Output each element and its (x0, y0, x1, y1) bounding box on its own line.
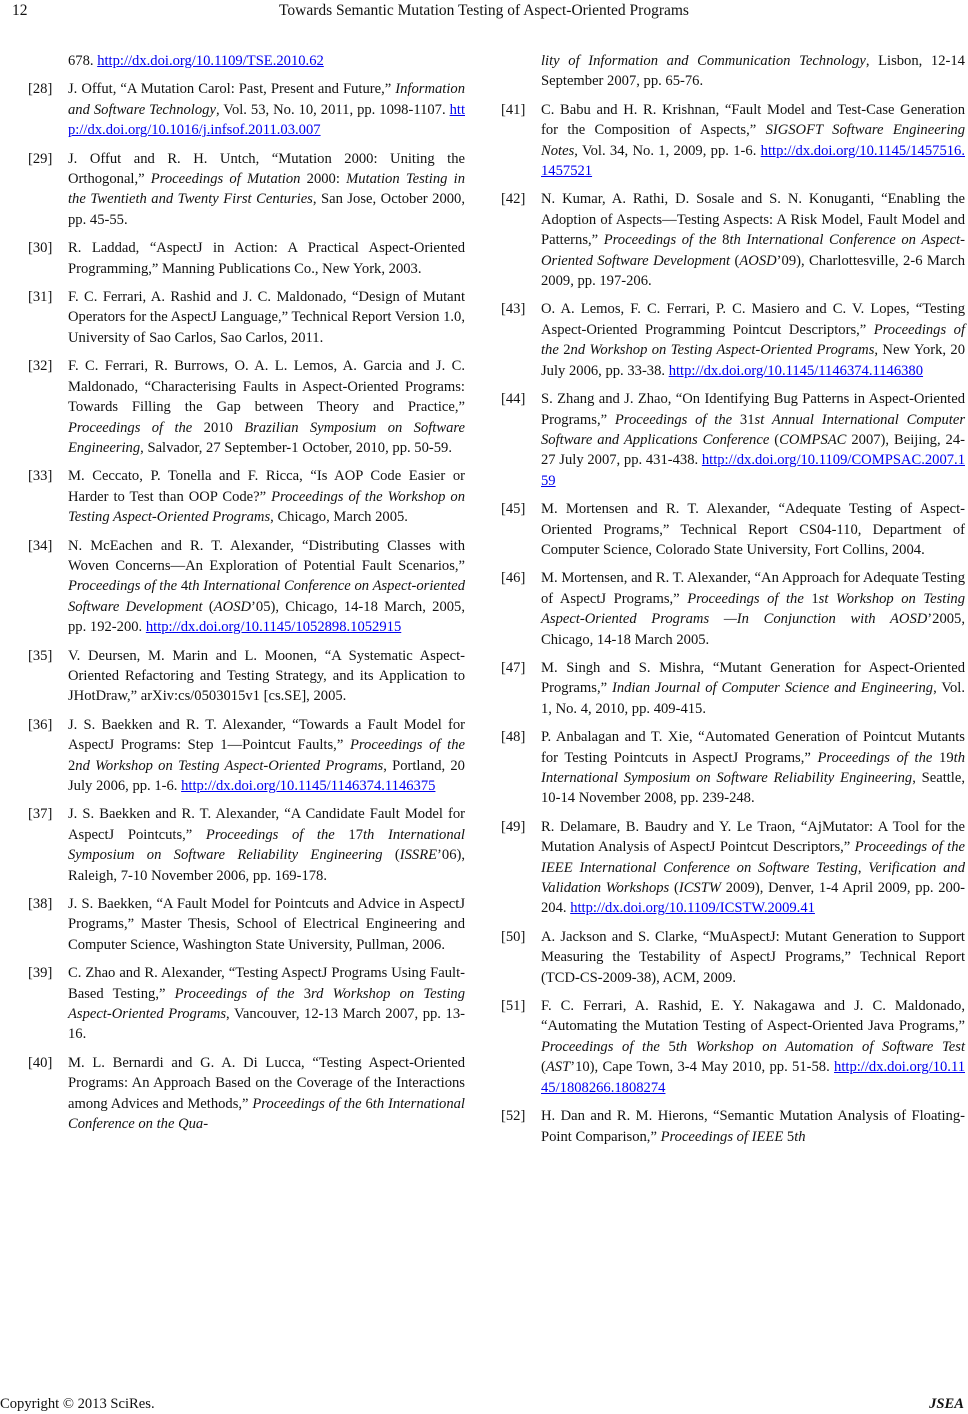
italic-text: ICSTW (678, 880, 721, 897)
reference-number: [50] (501, 928, 526, 945)
text: , Seattle, 10-14 November 2008, pp. 239-248. (541, 770, 965, 807)
text: , Chicago, March 2005. (270, 509, 408, 526)
text: 6 (361, 1095, 373, 1112)
reference-text (541, 499, 965, 560)
text: ( (730, 252, 740, 269)
reference-number: [30] (28, 240, 53, 257)
reference-item (28, 79, 465, 140)
reference-text (541, 658, 965, 719)
reference-number: [47] (501, 659, 526, 676)
text: 5 (783, 1128, 795, 1145)
running-title: Towards Semantic Mutation Testing of Aspect-Oriented Programs (279, 2, 689, 19)
text: 2 (558, 342, 571, 359)
reference-item (28, 894, 465, 955)
doi-link[interactable]: http://dx.doi.org/10.1109/ICSTW.2009.41 (570, 900, 815, 917)
text: ( (202, 598, 214, 615)
reference-number: [28] (28, 81, 53, 98)
reference-number: [34] (28, 537, 53, 554)
reference-item (28, 149, 465, 231)
text: ’09), Charlottesville, 2-6 March 2009, pp. 197-206. (541, 252, 965, 290)
text: S. Zhang and J. Zhao, “On Identifying Bug Patterns in Aspect-Oriented Programs,” (541, 391, 965, 428)
italic-text: AOSD (739, 252, 777, 269)
italic-text: COMPSAC (779, 431, 847, 448)
italic-text: Proceedings of the Workshop on Testing Aspect-Oriented Programs (68, 488, 465, 526)
text: R. Delamare, B. Baudry and Y. Le Traon, “AjMutator: A Tool for the Mutation Analysis of AspectJ Pointcut Descriptors,” (541, 818, 965, 856)
reference-text (68, 238, 465, 279)
text: 3 (294, 985, 311, 1002)
reference-item (28, 287, 465, 348)
reference-text (68, 894, 465, 955)
reference-text (541, 817, 965, 919)
text: N. Kumar, A. Rathi, D. Sosale and S. N. Konuganti, “Enabling the Adoption of Aspects—Testing Aspects: A Risk Model, Fault Model and Patterns,” (541, 191, 965, 249)
text: H. Dan and R. M. Hierons, “Semantic Mutation Analysis of Floating-Point Comparison,” (541, 1108, 965, 1145)
reference-number: [35] (28, 647, 53, 664)
text: F. C. Ferrari, R. Burrows, O. A. L. Lemos, A. Garcia and J. C. Maldonado, “Characterising Faults in Aspect-Oriented Programs: Towards Filling the Gap between Theory and Practice,” (68, 358, 465, 416)
italic-text: Proceedings of IEEE (660, 1128, 784, 1145)
italic-text: Indian Journal of Computer Science and Engineering (611, 680, 934, 697)
text: 19 (932, 749, 954, 766)
reference-number: [46] (501, 570, 526, 587)
reference-item (501, 389, 965, 491)
reference-item (28, 646, 465, 707)
italic-text: th International Conference on the Qua- (68, 1095, 465, 1133)
reference-text (68, 149, 465, 231)
reference-number: [51] (501, 998, 526, 1015)
reference-text (68, 79, 465, 140)
reference-text (541, 568, 965, 650)
text: M. Mortensen, and R. T. Alexander, “An Approach for Adequate Testing of AspectJ Programs,” (541, 570, 965, 607)
text: , Salvador, 27 September-1 October, 2010, pp. 50-59. (140, 439, 452, 456)
reference-item (28, 356, 465, 458)
text: ( (541, 1059, 546, 1076)
reference-text (68, 646, 465, 707)
reference-number: [40] (28, 1054, 53, 1071)
text: 1 (803, 590, 819, 607)
reference-item (501, 299, 965, 381)
text: M. Mortensen and R. T. Alexander, “Adequate Testing of Aspect-Oriented Programs,” Technical Report CS04-110, Department of Computer Science, Colorado State University, Fort Collins, 2004. (541, 501, 965, 558)
italic-text: Proceedings of the (350, 737, 465, 754)
reference-number: [44] (501, 391, 526, 408)
text: ’2005, Chicago, 14-18 March 2005. (541, 611, 965, 648)
text: 17 (334, 826, 363, 843)
text: M. Singh and S. Mishra, “Mutant Generation for Aspect-Oriented Programs,” (541, 659, 965, 697)
text: A. Jackson and S. Clarke, “MuAspectJ: Mutant Generation to Support Measuring the Testability of AspectJ Programs,” Technical Report (TCD-CS-2009-38), ACM, 2009. (541, 928, 965, 986)
italic-text: Proceedings of the (205, 826, 335, 843)
italic-text: th International Symposium on Software Reliability Engineering (541, 749, 965, 786)
text: ( (669, 880, 679, 897)
reference-text (68, 715, 465, 797)
text: 2010 (192, 419, 245, 436)
text: 2000: (300, 171, 347, 188)
reference-text (68, 804, 465, 886)
italic-text: Mutation Testing in the Twentieth and Twenty First Centuries (68, 171, 465, 208)
text: , Lisbon, 12-14 September 2007, pp. 65-76. (541, 53, 965, 90)
doi-link[interactable]: http://dx.doi.org/10.1145/1457516.1457521 (541, 142, 965, 180)
reference-item (501, 568, 965, 650)
reference-text (68, 287, 465, 348)
reference-text (68, 1053, 465, 1135)
text: , Vol. 1, No. 4, 2010, pp. 409-415. (541, 680, 965, 717)
doi-link[interactable]: http://dx.doi.org/10.1145/1146374.1146375 (181, 778, 436, 794)
text: R. Laddad, “AspectJ in Action: A Practical Aspect-Oriented Programming,” Manning Publications Co., New York, 2003. (68, 240, 465, 277)
doi-link[interactable]: http://dx.doi.org/10.1145/1146374.1146380 (668, 362, 924, 379)
text: ( (769, 431, 780, 448)
text: J. S. Baekken, “A Fault Model for Pointcuts and Advice in AspectJ Programs,” Master Thesis, School of Electrical Engineering and Computer Science, Washington State University, Pullman, 2006. (68, 896, 465, 953)
italic-text: nd Workshop on Testing Aspect-Oriented Programs (570, 342, 875, 359)
italic-text: Proceedings of Mutation (150, 171, 301, 188)
italic-text: rd Workshop on Testing Aspect-Oriented Programs (68, 985, 465, 1023)
reference-item (28, 238, 465, 279)
italic-text: Proceedings of the (541, 1038, 660, 1055)
reference-number: [45] (501, 501, 526, 518)
reference-text (68, 356, 465, 458)
reference-text (541, 927, 965, 988)
italic-text: Information and Software Technology (68, 81, 465, 118)
text: , Vol. 34, No. 1, 2009, pp. 1-6. (574, 142, 761, 159)
journal-abbrev: JSEA (929, 1396, 964, 1412)
reference-number: [38] (28, 896, 53, 913)
doi-link[interactable]: http://dx.doi.org/10.1145/1052898.1052915 (145, 619, 402, 636)
reference-item (501, 189, 965, 291)
running-header (0, 2, 968, 24)
italic-text: nd Workshop on Testing Aspect-Oriented Programs (75, 757, 384, 774)
text: 5 (659, 1038, 676, 1055)
text: J. S. Baekken and R. T. Alexander, “Towards a Fault Model for AspectJ Programs: Step 1—Pointcut Faults,” (68, 716, 465, 754)
italic-text: Proceedings of the (174, 985, 295, 1002)
reference-number: [33] (28, 468, 53, 485)
reference-number: [42] (501, 191, 526, 208)
doi-link[interactable]: http://dx.doi.org/10.1109/TSE.2010.62 (97, 53, 324, 69)
text: , Vol. 53, No. 10, 2011, pp. 1098-1107. (215, 101, 450, 118)
italic-text: Proceedings of the (68, 578, 178, 595)
reference-item (501, 927, 965, 988)
doi-link[interactable]: http://dx.doi.org/10.1016/j.infsof.2011.03.007 (68, 101, 465, 139)
reference-number: [49] (501, 818, 526, 835)
text: , Portland, 20 July 2006, pp. 1-6. (68, 757, 465, 794)
text: ’06), Raleigh, 7-10 November 2006, pp. 169-178. (68, 847, 465, 884)
italic-text: Proceedings of the IEEE International Conference on Software Testing (541, 839, 965, 876)
italic-text: SIGSOFT Software Engineering Notes (541, 122, 965, 159)
reference-text (541, 189, 965, 291)
text: ( (382, 847, 400, 864)
reference-continuation (501, 51, 965, 92)
copyright: Copyright © 2013 SciRes. (0, 1396, 155, 1412)
reference-item (28, 1053, 465, 1135)
text: O. A. Lemos, F. C. Ferrari, P. C. Masiero and C. V. Lopes, “Testing Aspect-Oriented Programming Pointcut Descriptors,” (541, 301, 965, 338)
doi-link[interactable]: http://dx.doi.org/10.1145/1808266.1808274 (541, 1059, 965, 1096)
text: J. Offut and R. H. Untch, “Mutation 2000: Uniting the Orthogonal,” (68, 150, 465, 188)
reference-text (541, 1106, 965, 1147)
reference-item (501, 996, 965, 1098)
text: J. S. Baekken and R. T. Alexander, “A Candidate Fault Model for AspectJ Pointcuts,” (68, 806, 465, 843)
italic-text: th International Conference on Aspect-oriented Software Development (68, 578, 465, 615)
text: , New York, 20 July 2006, pp. 33-38. (541, 342, 966, 379)
reference-number: [32] (28, 358, 53, 375)
text: , San Jose, October 2000, pp. 45-55. (68, 191, 465, 228)
italic-text: Proceedings of the (68, 419, 193, 436)
text: C. Babu and H. R. Krishnan, “Fault Model and Test-Case Generation for the Composition of Aspects,” (541, 101, 965, 139)
italic-text: Proceedings of the (817, 749, 933, 766)
reference-item (501, 1106, 965, 1147)
reference-number: [43] (501, 301, 526, 318)
text: , (857, 859, 869, 876)
text: 2 (68, 757, 76, 774)
reference-item (28, 466, 465, 527)
reference-item (501, 499, 965, 560)
reference-number: [36] (28, 716, 53, 733)
references-right-column (501, 51, 965, 1155)
reference-item (501, 100, 965, 182)
text: 31 (732, 411, 755, 428)
italic-text: lity of Information and Communication Technology (541, 53, 866, 69)
reference-number: [37] (28, 806, 53, 823)
reference-text (68, 466, 465, 527)
text: C. Zhao and R. Alexander, “Testing AspectJ Programs Using Fault-Based Testing,” (68, 965, 465, 1002)
text: 2007), Beijing, 24-27 July 2007, pp. 431-438. (541, 431, 966, 469)
italic-text: Proceedings of the (541, 321, 966, 359)
reference-text (68, 536, 465, 638)
text: M. L. Bernardi and G. A. Di Lucca, “Testing Aspect-Oriented Programs: An Approach Based on the Coverage of the Interactions among Advices and Methods,” (68, 1054, 465, 1112)
reference-number: [48] (501, 729, 526, 746)
reference-number: [39] (28, 965, 53, 982)
text: ’05), Chicago, 14-18 March, 2005, pp. 192-200. (68, 598, 465, 636)
italic-text: Proceedings of the (252, 1095, 362, 1112)
italic-text: st Annual International Computer Software and Applications Conference (541, 411, 965, 448)
reference-text (541, 299, 965, 381)
reference-item (501, 817, 965, 919)
italic-text: Verification and Validation Workshops (541, 859, 966, 897)
reference-continuation (28, 51, 465, 71)
text: ’10), Cape Town, 3-4 May 2010, pp. 51-58. (570, 1059, 835, 1076)
text: 4 (177, 578, 189, 595)
reference-text (541, 389, 965, 491)
italic-text: Brazilian Symposium on Software Engineering (68, 419, 465, 456)
text: J. Offut, “A Mutation Carol: Past, Present and Future,” (68, 81, 396, 98)
italic-text: Proceedings of the (614, 411, 733, 428)
reference-number: [41] (501, 101, 526, 118)
text: F. C. Ferrari, A. Rashid, E. Y. Nakagawa and J. C. Maldonado, “Automating the Mutation Testing of Aspect-Oriented Java Programs,” (541, 998, 965, 1035)
text: 8 (716, 232, 730, 249)
reference-number: [52] (501, 1108, 526, 1125)
reference-text (541, 727, 965, 809)
reference-number: [31] (28, 289, 53, 306)
italic-text: Proceedings of the (603, 232, 717, 249)
text: V. Deursen, M. Marin and L. Moonen, “A Systematic Aspect-Oriented Refactoring and Testing Strategy, and its Application to JHotDraw,” arXiv:cs/0503015v1 [cs.SE], 2005. (68, 647, 465, 705)
italic-text: Proceedings of the (687, 590, 804, 607)
text: P. Anbalagan and T. Xie, “Automated Generation of Pointcut Mutants for Testing Pointcuts in AspectJ Programs,” (541, 729, 965, 766)
text: N. McEachen and R. T. Alexander, “Distributing Classes with Woven Concerns—An Exploration of Potential Fault Scenarios,” (68, 537, 465, 574)
reference-item (501, 727, 965, 809)
text: F. C. Ferrari, A. Rashid and J. C. Maldonado, “Design of Mutant Operators for the AspectJ Language,” Technical Report Version 1.0, University of Sao Carlos, Sao Carlos, 2011. (68, 289, 465, 346)
italic-text: th International Symposium on Software Reliability Engineering (68, 826, 465, 864)
reference-item (28, 715, 465, 797)
italic-text: th International Conference on Aspect-Oriented Software Development (541, 232, 966, 269)
reference-item (501, 658, 965, 719)
italic-text: th (794, 1128, 806, 1145)
text: M. Ceccato, P. Tonella and F. Ricca, “Is AOP Code Easier or Harder to Test than OOP Code?” (68, 468, 465, 505)
text: 678. (68, 53, 98, 69)
italic-text: ISSRE (399, 847, 438, 864)
text: , Vancouver, 12-13 March 2007, pp. 13-16. (68, 1006, 465, 1043)
reference-text (68, 963, 465, 1045)
page-number: 12 (12, 2, 28, 19)
reference-text (541, 996, 965, 1098)
text: 2009), Denver, 1-4 April 2009, pp. 200-204. (541, 880, 966, 917)
reference-item (28, 804, 465, 886)
reference-number: [29] (28, 150, 53, 167)
references-left-column (28, 51, 465, 1143)
italic-text: AST (545, 1059, 571, 1076)
reference-text (541, 100, 965, 182)
italic-text: AOSD (213, 598, 252, 615)
italic-text: st Workshop on Testing Aspect-Oriented Programs —In Conjunction with AOSD (541, 590, 965, 628)
italic-text: th Workshop on Automation of Software Test (675, 1038, 965, 1055)
reference-item (28, 963, 465, 1045)
reference-item (28, 536, 465, 638)
doi-link[interactable]: http://dx.doi.org/10.1109/COMPSAC.2007.159 (541, 452, 965, 489)
